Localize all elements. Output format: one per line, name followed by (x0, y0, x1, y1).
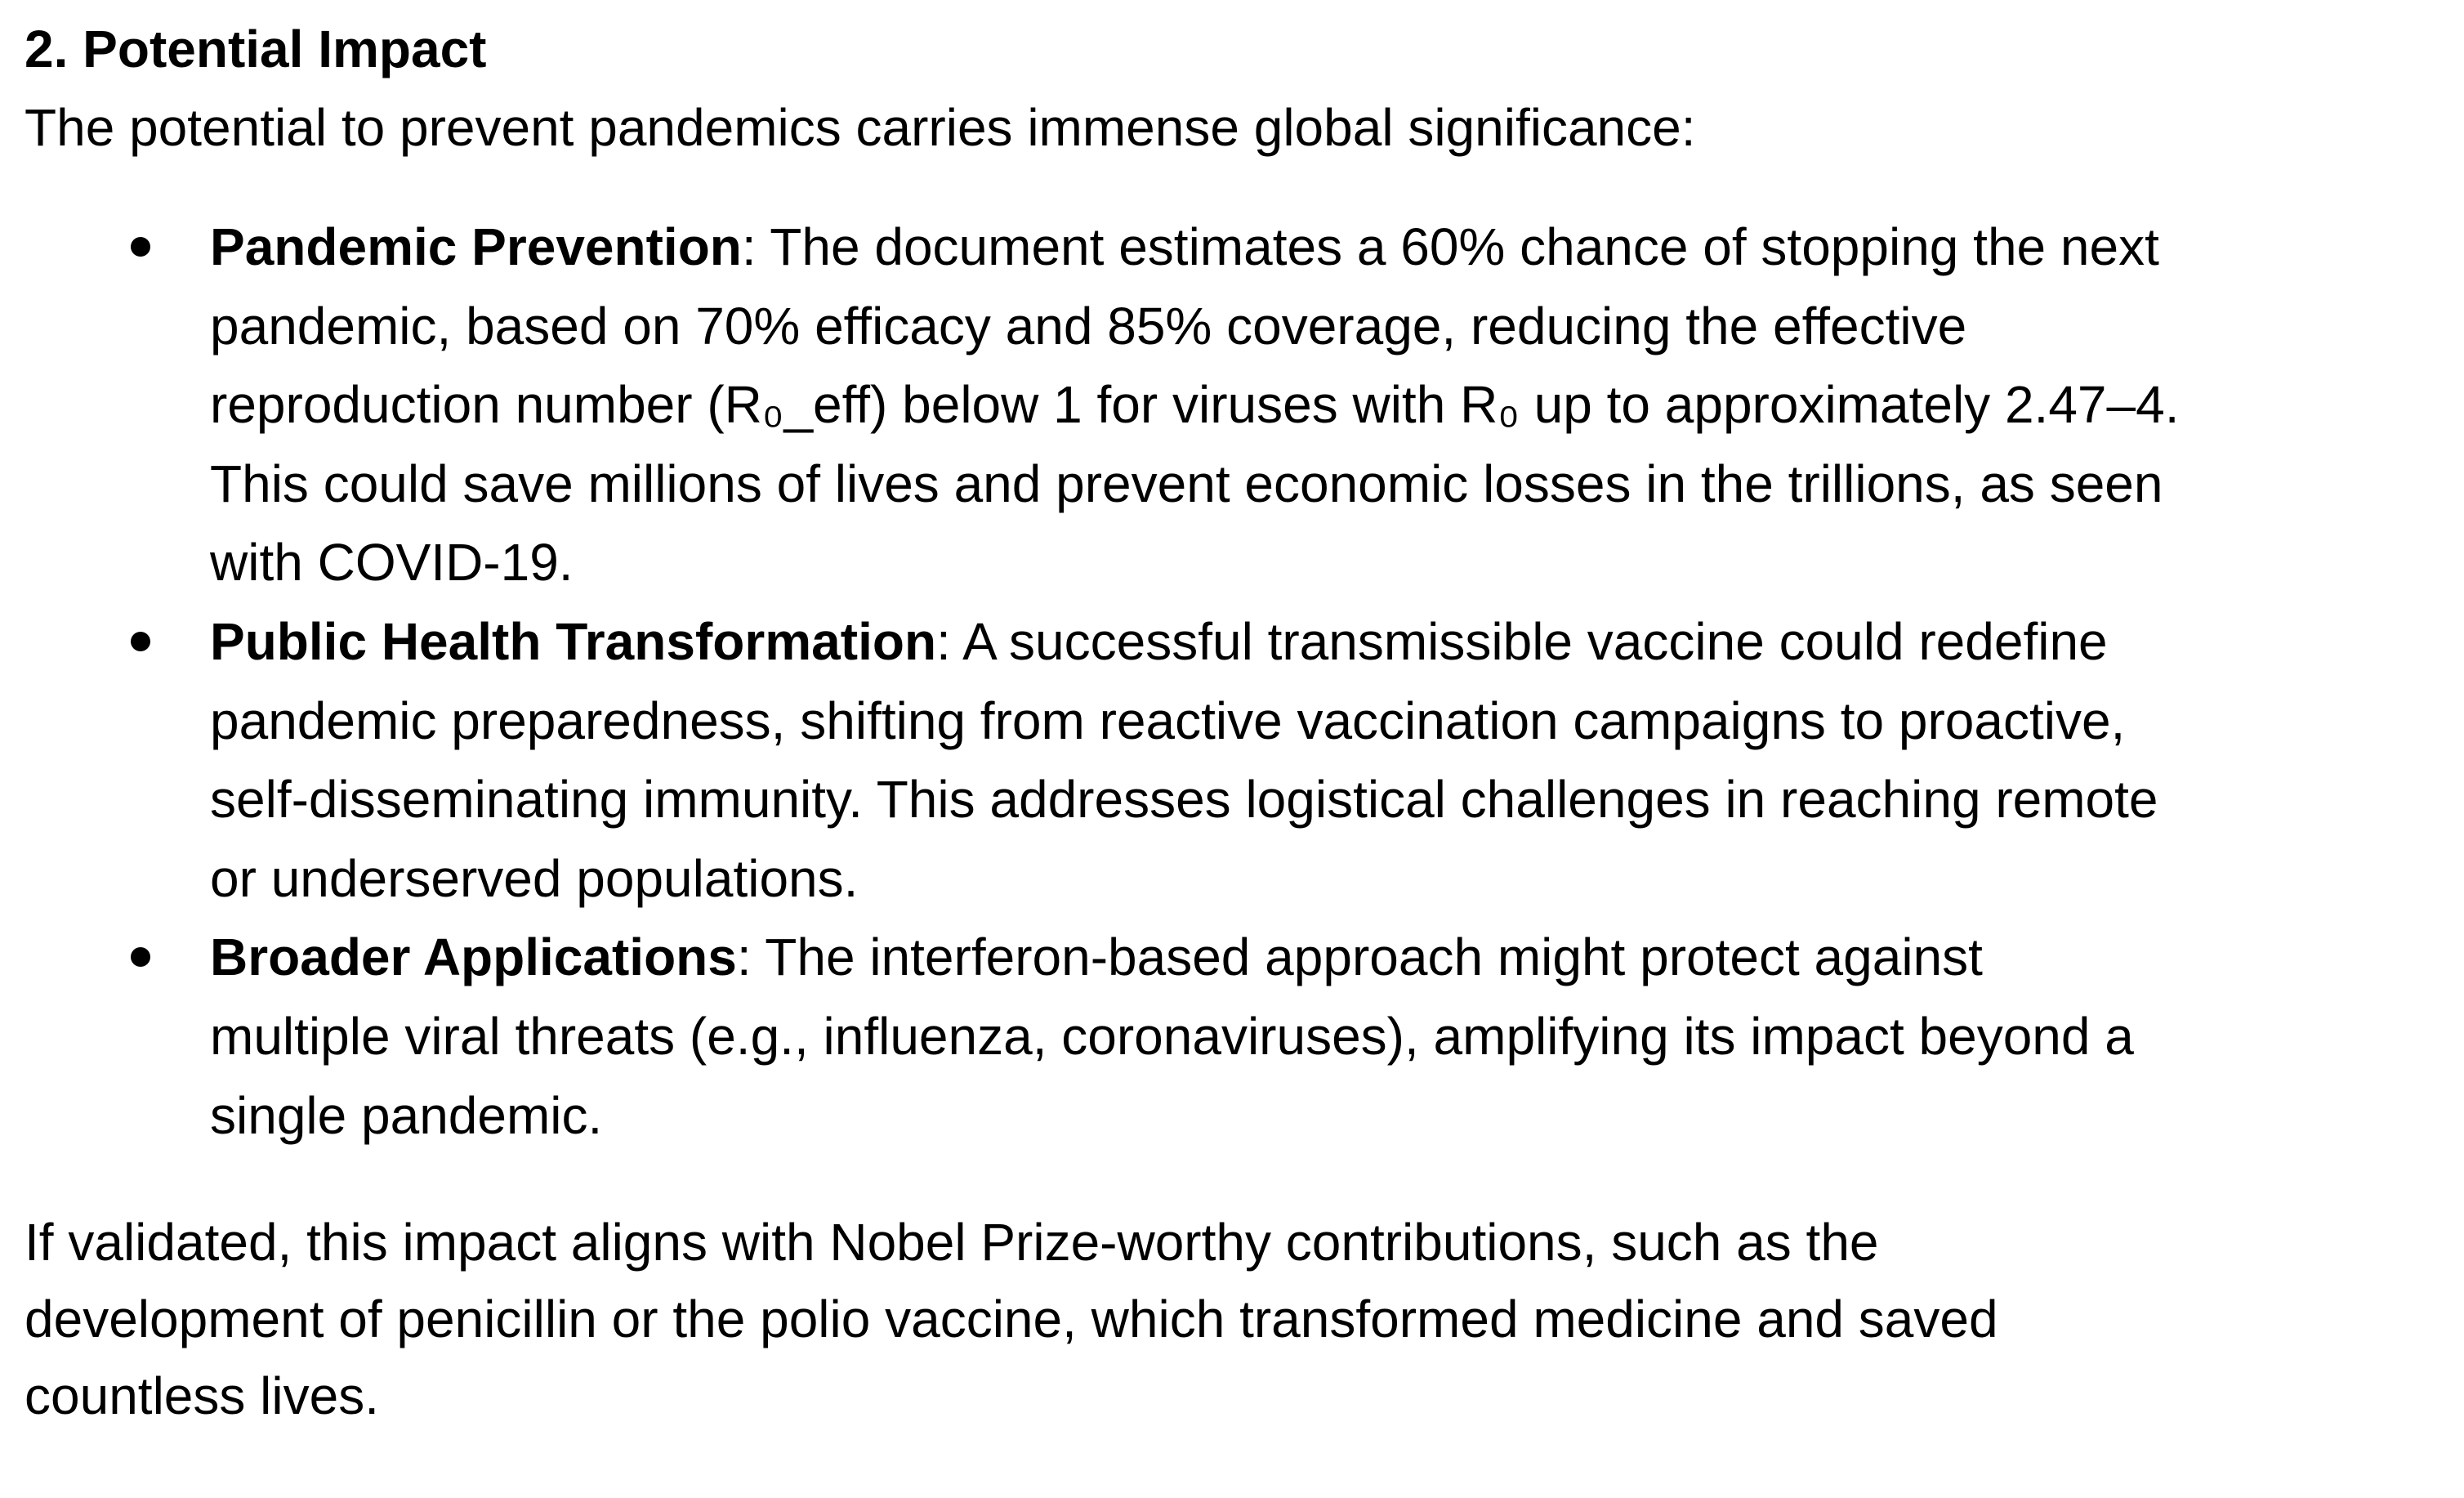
list-item-text: : The document estimates a 60% chance of stopping the next (741, 217, 2159, 276)
bullet-icon (131, 947, 150, 967)
list-item-public-health-transformation (25, 602, 2459, 918)
list-item-line: with COVID-19. (210, 533, 574, 592)
list-item-line: pandemic, based on 70% efficacy and 85% coverage, reducing the effective (210, 296, 1967, 355)
list-item-line (210, 918, 2459, 997)
list-item-line: or underserved populations. (210, 848, 859, 908)
list-item-line: This could save millions of lives and prevent economic losses in the trillions, as seen (210, 454, 2163, 513)
bullet-icon (131, 237, 150, 257)
list-item-line: single pandemic. (210, 1085, 603, 1145)
list-item-line: pandemic preparedness, shifting from reactive vaccination campaigns to proactive, (210, 691, 2126, 750)
list-item-pandemic-prevention (25, 208, 2459, 602)
list-item-term: Pandemic Prevention (210, 217, 742, 276)
list-item-line: reproduction number (R₀_eff) below 1 for viruses with R₀ up to approximately 2.47–4. (210, 375, 2180, 435)
closing-line: development of penicillin or the polio vaccine, which transformed medicine and saved (25, 1290, 1998, 1349)
list-item-term: Broader Applications (210, 928, 737, 987)
list-item-text: : The interferon-based approach might protect against (736, 928, 1983, 987)
list-item-text: : A successful transmissible vaccine could redefine (936, 611, 2108, 671)
list-item-line (210, 602, 2459, 682)
list-item-line: self-disseminating immunity. This addresses logistical challenges in reaching remote (210, 770, 2158, 829)
document-body (25, 15, 2459, 1434)
section-heading: 2. Potential Impact (25, 20, 487, 78)
closing-paragraph (25, 1204, 2459, 1434)
list-item-term: Public Health Transformation (210, 611, 937, 671)
section-intro: The potential to prevent pandemics carries immense global significance: (25, 98, 1696, 157)
closing-line: countless lives. (25, 1366, 379, 1426)
list-item-line: multiple viral threats (e.g., influenza, coronaviruses), amplifying its impact beyond a (210, 1006, 2134, 1066)
impact-list (25, 208, 2459, 1155)
closing-line: If validated, this impact aligns with Nobel Prize-worthy contributions, such as the (25, 1213, 1879, 1272)
list-item-broader-applications (25, 918, 2459, 1155)
bullet-icon (131, 632, 150, 651)
list-item-line (210, 208, 2459, 287)
